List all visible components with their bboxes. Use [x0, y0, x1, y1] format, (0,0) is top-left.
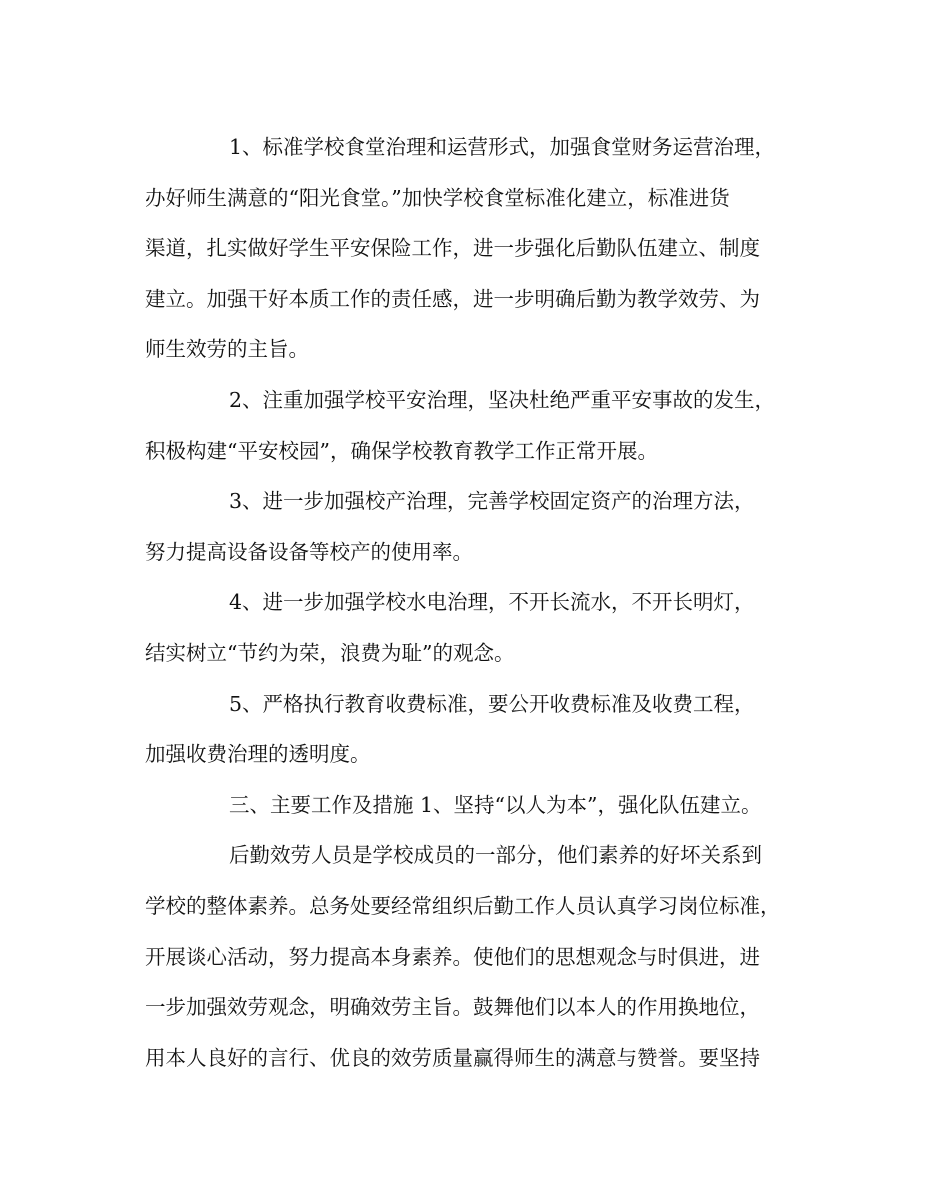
- text-line: 后勤效劳人员是学校成员的一部分，他们素养的好坏关系到: [229, 843, 762, 868]
- text-line: 4、进一步加强学校水电治理，不开长流水，不开长明灯，: [229, 590, 755, 615]
- text-line: 积极构建“平安校园”，确保学校教育教学工作正常开展。: [145, 438, 658, 463]
- text-line: 2、注重加强学校平安治理，坚决杜绝严重平安事故的发生，: [229, 387, 776, 412]
- text-line: 办好师生满意的“阳光食堂。”加快学校食堂标准化建立，标准进货: [145, 185, 730, 210]
- text-line: 师生效劳的主旨。: [145, 337, 309, 362]
- text-line: 加强收费治理的透明度。: [145, 742, 371, 767]
- text-line: 学校的整体素养。总务处要经常组织后勤工作人员认真学习岗位标准，: [145, 893, 781, 918]
- text-line: 一步加强效劳观念，明确效劳主旨。鼓舞他们以本人的作用换地位，: [145, 995, 760, 1020]
- text-line: 努力提高设备设备等校产的使用率。: [145, 539, 473, 564]
- text-line: 三、主要工作及措施 1、坚持“以人为本”，强化队伍建立。: [229, 792, 762, 817]
- text-line: 5、严格执行教育收费标准，要公开收费标准及收费工程，: [229, 691, 755, 716]
- text-line: 3、进一步加强校产治理，完善学校固定资产的治理方法，: [229, 489, 755, 514]
- document-body: [145, 122, 815, 1083]
- text-line: 开展谈心活动，努力提高本身素养。使他们的思想观念与时俱进，进: [145, 944, 760, 969]
- text-line: 渠道，扎实做好学生平安保险工作，进一步强化后勤队伍建立、制度: [145, 236, 760, 261]
- text-line: 1、标准学校食堂治理和运营形式，加强食堂财务运营治理，: [229, 135, 776, 159]
- text-line: 结实树立“节约为荣，浪费为耻”的观念。: [145, 640, 515, 665]
- text-line: 用本人良好的言行、优良的效劳质量赢得师生的满意与赞誉。要坚持: [145, 1045, 760, 1070]
- text-line: 建立。加强干好本质工作的责任感，进一步明确后勤为教学效劳、为: [145, 286, 760, 311]
